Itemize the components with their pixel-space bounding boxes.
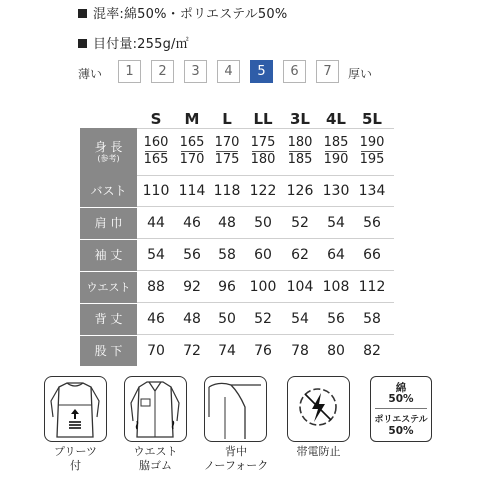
table-cell: 130 (322, 183, 350, 199)
table-row-inseam (80, 336, 394, 366)
feature-caption-antistatic: 帯電防止 (296, 445, 341, 458)
table-cell: 114 (178, 183, 206, 199)
row-label-sleeve: 袖 丈 (80, 240, 137, 271)
size-table (80, 128, 394, 366)
table-cell: 48 (183, 311, 201, 327)
table-cell: 64 (327, 247, 345, 263)
table-cell: 44 (147, 215, 165, 231)
table-cell: 50 (218, 311, 236, 327)
table-cell: 50 (254, 215, 272, 231)
divider (137, 302, 394, 303)
table-cell: 46 (183, 215, 201, 231)
material-badge-cotton-pct: 50% (388, 393, 414, 405)
size-header-m: M (184, 110, 200, 128)
table-cell: 54 (147, 247, 165, 263)
table-cell: 58 (218, 247, 236, 263)
table-cell: 66 (363, 247, 381, 263)
row-label-back-length: 背 丈 (80, 304, 137, 335)
divider (375, 408, 427, 409)
no-fork-back-icon (204, 376, 267, 442)
table-cell: 180 185 (287, 135, 313, 167)
table-row-shoulder (80, 208, 394, 239)
row-label-waist: ウエスト (80, 272, 137, 303)
table-cell: 126 (286, 183, 314, 199)
size-header-ll: LL (253, 110, 273, 128)
table-cell: 134 (358, 183, 386, 199)
material-spec (78, 3, 287, 22)
table-cell: 122 (249, 183, 277, 199)
table-row-height (80, 128, 394, 176)
table-cell: 54 (327, 215, 345, 231)
table-cell: 52 (291, 215, 309, 231)
table-cell: 52 (254, 311, 272, 327)
table-cell: 62 (291, 247, 309, 263)
table-cell: 80 (327, 343, 345, 359)
divider (137, 238, 394, 239)
table-cell: 72 (183, 343, 201, 359)
table-cell: 165 170 (179, 135, 205, 167)
table-row-waist (80, 272, 394, 303)
bullet-square-icon (78, 9, 87, 18)
bullet-square-icon (78, 39, 87, 48)
table-cell: 70 (147, 343, 165, 359)
table-cell: 56 (183, 247, 201, 263)
table-cell: 118 (213, 183, 241, 199)
weight-spec (78, 33, 189, 52)
table-cell: 104 (286, 279, 314, 295)
material-badge-polyester: ポリエステル (374, 415, 428, 425)
size-header-4l: 4L (326, 110, 346, 128)
table-cell: 74 (218, 343, 236, 359)
row-label-bust: バスト (80, 176, 137, 207)
table-cell: 190 195 (359, 135, 385, 167)
thickness-level-4: 4 (217, 60, 240, 83)
material-badge-polyester-pct: 50% (388, 425, 414, 437)
weight-spec-text: 目付量:255g/㎡ (93, 37, 189, 52)
divider (137, 206, 394, 207)
table-cell: 92 (183, 279, 201, 295)
table-cell: 108 (322, 279, 350, 295)
divider (137, 334, 394, 335)
pleat-back-icon (44, 376, 107, 442)
table-cell: 100 (249, 279, 277, 295)
table-cell: 170 175 (214, 135, 240, 167)
thickness-level-5: 5 (250, 60, 273, 83)
material-badge-cotton: 綿 (395, 382, 407, 394)
thin-label: 薄い (78, 67, 103, 81)
material-badge (370, 376, 432, 442)
feature-caption-back: 背中 ノーフォーク (203, 445, 269, 472)
thickness-level-7: 7 (316, 60, 339, 83)
table-row-back-length (80, 304, 394, 335)
table-cell: 96 (218, 279, 236, 295)
thickness-level-3: 3 (184, 60, 207, 83)
thick-label: 厚い (348, 67, 373, 81)
divider (137, 270, 394, 271)
table-cell: 56 (363, 215, 381, 231)
table-cell: 112 (358, 279, 386, 295)
table-cell: 78 (291, 343, 309, 359)
table-cell: 46 (147, 311, 165, 327)
row-sublabel-text: (参考) (97, 154, 120, 163)
thickness-level-1: 1 (118, 60, 141, 83)
row-label-inseam: 股 下 (80, 336, 137, 366)
table-cell: 60 (254, 247, 272, 263)
row-label-shoulder: 肩 巾 (80, 208, 137, 239)
thickness-level-2: 2 (151, 60, 174, 83)
table-cell: 82 (363, 343, 381, 359)
row-label-height (80, 128, 137, 176)
feature-caption-waist: ウエスト 脇ゴム (133, 445, 178, 472)
table-cell: 48 (218, 215, 236, 231)
antistatic-icon (287, 376, 350, 442)
table-cell: 160 165 (143, 135, 169, 167)
size-header-s: S (150, 110, 162, 128)
table-cell: 76 (254, 343, 272, 359)
table-cell: 58 (363, 311, 381, 327)
size-header-3l: 3L (290, 110, 310, 128)
waist-rubber-icon (124, 376, 187, 442)
size-header-l: L (222, 110, 232, 128)
table-row-bust (80, 176, 394, 207)
table-cell: 54 (291, 311, 309, 327)
table-row-sleeve (80, 240, 394, 271)
table-cell: 88 (147, 279, 165, 295)
material-spec-text: 混率:綿50%・ポリエステル50% (93, 7, 288, 22)
row-label-text: 身 長 (94, 140, 123, 154)
table-cell: 175 180 (250, 135, 276, 167)
thickness-level-6: 6 (283, 60, 306, 83)
table-cell: 56 (327, 311, 345, 327)
size-header-5l: 5L (362, 110, 382, 128)
thickness-scale (78, 60, 408, 86)
table-cell: 185 190 (323, 135, 349, 167)
feature-caption-pleat: プリーツ 付 (53, 445, 98, 472)
table-cell: 110 (142, 183, 170, 199)
